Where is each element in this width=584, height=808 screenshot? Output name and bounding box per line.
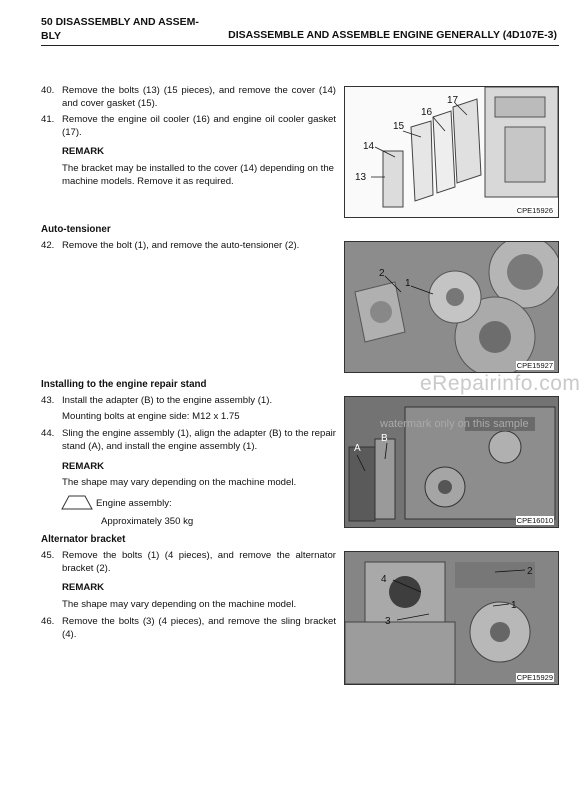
mounting-bolts-spec: Mounting bolts at engine side: M12 x 1.75 bbox=[62, 411, 240, 422]
step-45 bbox=[41, 550, 336, 575]
remark-label: REMARK bbox=[62, 461, 105, 472]
step-number: 43. bbox=[41, 395, 55, 406]
remark-text: The bracket may be installed to the cover (14) depending on the machine models. Remove it as required. bbox=[62, 163, 334, 187]
weight-icon bbox=[61, 495, 93, 511]
callout-label: 17 bbox=[447, 95, 459, 106]
step-text: Remove the engine oil cooler (16) and engine oil cooler gasket (17). bbox=[62, 114, 336, 138]
step-number: 42. bbox=[41, 240, 55, 251]
page-title: DISASSEMBLE AND ASSEMBLE ENGINE GENERALLY (4D107E-3) bbox=[228, 29, 557, 41]
step-number: 45. bbox=[41, 550, 55, 561]
step-text: Sling the engine assembly (1), align the adapter (B) to the repair stand (A), and install the engine assembly (1). bbox=[62, 428, 336, 452]
step-46 bbox=[41, 616, 336, 641]
figure-oil-cooler bbox=[344, 86, 559, 218]
figure-code: CPE15929 bbox=[516, 673, 553, 682]
callout-label: 13 bbox=[355, 172, 367, 183]
step-42 bbox=[41, 240, 336, 253]
header-divider bbox=[41, 45, 559, 46]
figure-auto-tensioner bbox=[344, 241, 559, 373]
step-number: 44. bbox=[41, 428, 55, 439]
section-heading-auto-tensioner: Auto-tensioner bbox=[41, 224, 111, 235]
remark-label: REMARK bbox=[62, 146, 105, 157]
alternator-bracket-photo bbox=[345, 552, 558, 684]
step-text: Remove the bolts (1) (4 pieces), and remove the alternator bracket (2). bbox=[62, 550, 336, 574]
step-text: Remove the bolts (13) (15 pieces), and remove the cover (14) and cover gasket (15). bbox=[62, 85, 336, 109]
callout-label: 14 bbox=[363, 141, 375, 152]
step-number: 40. bbox=[41, 85, 55, 96]
figure-code: CPE15927 bbox=[516, 361, 553, 370]
remark-label: REMARK bbox=[62, 582, 105, 593]
callout-label: 2 bbox=[527, 566, 533, 577]
figure-repair-stand bbox=[344, 396, 559, 528]
oil-cooler-illustration bbox=[345, 87, 558, 217]
callout-label: A bbox=[354, 443, 361, 454]
watermark-text: eRepairinfo.com bbox=[420, 372, 581, 395]
callout-label: 16 bbox=[421, 107, 433, 118]
step-text: Remove the bolt (1), and remove the auto-tensioner (2). bbox=[62, 240, 300, 251]
weight-value: Approximately 350 kg bbox=[101, 516, 194, 527]
section-title: 50 DISASSEMBLY AND ASSEM-BLY bbox=[41, 16, 199, 42]
repair-stand-photo bbox=[345, 397, 558, 527]
step-number: 46. bbox=[41, 616, 55, 627]
step-text: Install the adapter (B) to the engine assembly (1). bbox=[62, 395, 273, 406]
step-44 bbox=[41, 428, 336, 453]
callout-label: 4 bbox=[381, 574, 387, 585]
figure-code: CPE15926 bbox=[516, 206, 553, 215]
weight-label: Engine assembly: bbox=[96, 498, 172, 509]
callout-label: B bbox=[381, 433, 388, 444]
figure-code: CPE16010 bbox=[516, 516, 553, 525]
watermark-subtext: watermark only on this sample bbox=[380, 418, 529, 430]
callout-label: 3 bbox=[385, 616, 391, 627]
remark-text: The shape may vary depending on the machine model. bbox=[62, 477, 297, 488]
step-43 bbox=[41, 395, 336, 408]
section-heading-repair-stand: Installing to the engine repair stand bbox=[41, 379, 207, 390]
step-number: 41. bbox=[41, 114, 55, 125]
step-41 bbox=[41, 114, 336, 139]
callout-label: 1 bbox=[405, 278, 411, 289]
callout-label: 2 bbox=[379, 268, 385, 279]
section-heading-alternator-bracket: Alternator bracket bbox=[41, 534, 126, 545]
callout-label: 15 bbox=[393, 121, 405, 132]
callout-label: 1 bbox=[511, 600, 517, 611]
auto-tensioner-photo bbox=[345, 242, 558, 372]
figure-alternator-bracket bbox=[344, 551, 559, 685]
step-40 bbox=[41, 85, 336, 110]
step-text: Remove the bolts (3) (4 pieces), and remove the sling bracket (4). bbox=[62, 616, 336, 640]
remark-text: The shape may vary depending on the machine model. bbox=[62, 599, 297, 610]
